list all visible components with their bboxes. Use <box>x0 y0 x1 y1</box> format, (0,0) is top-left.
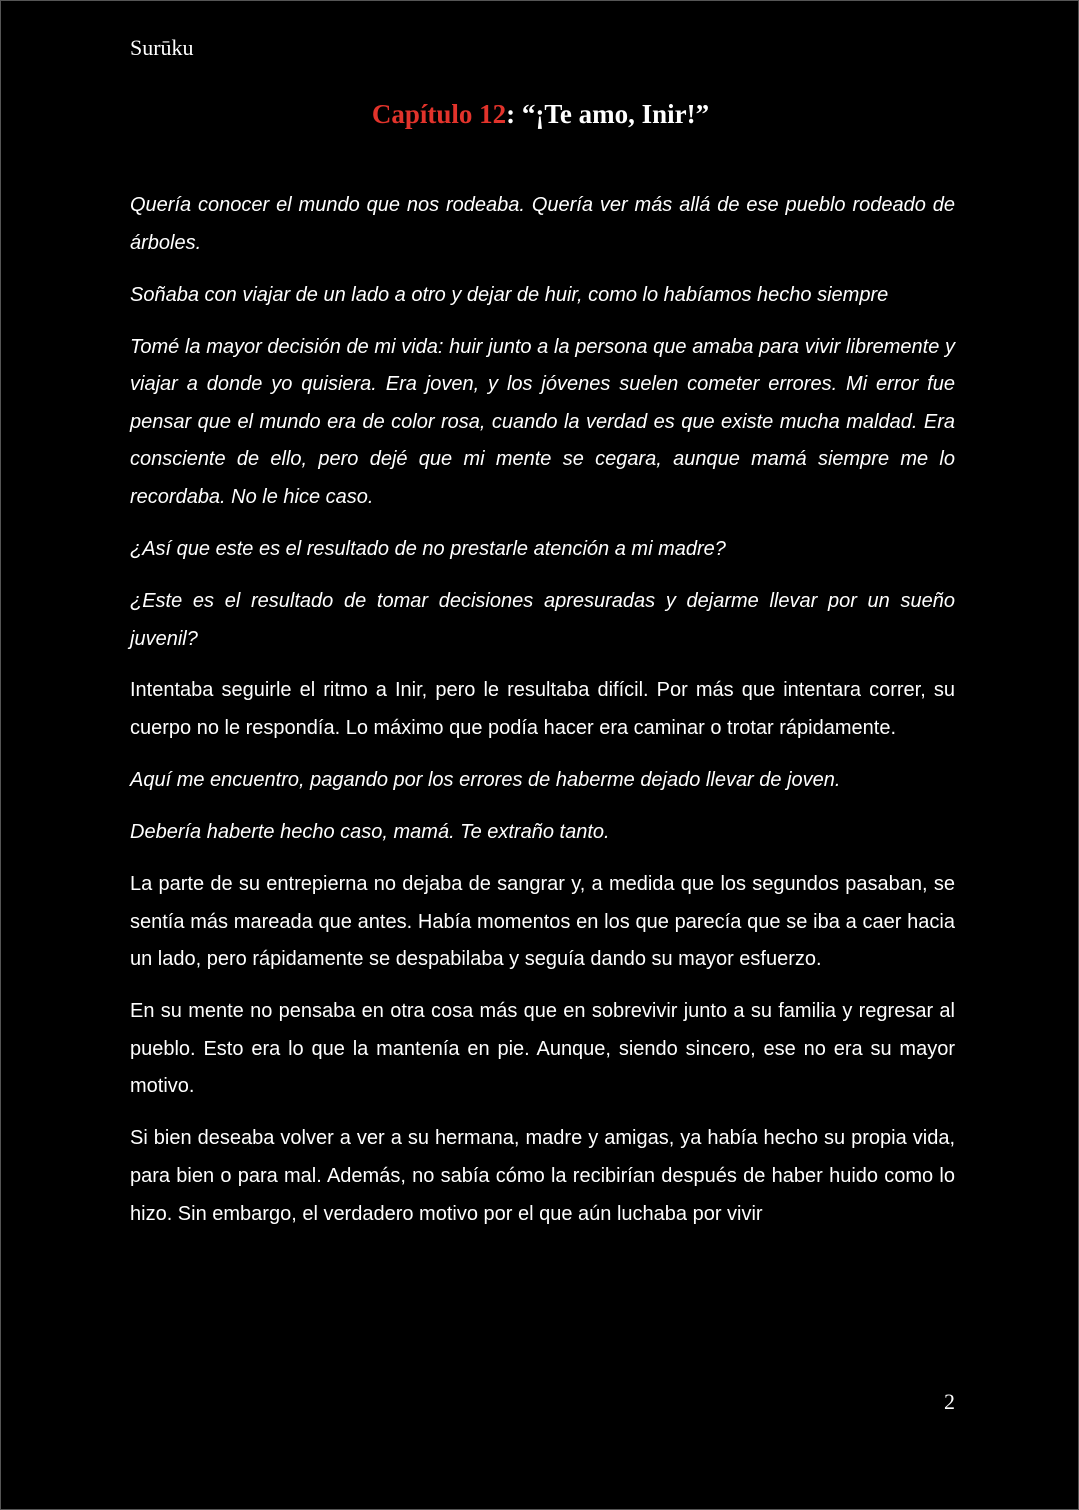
paragraph: Soñaba con viajar de un lado a otro y dejar de huir, como lo habíamos hecho siempre <box>130 283 889 306</box>
paragraph: Intentaba seguirle el ritmo a Inir, pero le resultaba difícil. Por más que intentara correr, su cuerpo no le respondía. Lo máximo que podía hacer era caminar o trotar rápidamente. <box>130 679 955 740</box>
paragraph: La parte de su entrepierna no dejaba de sangrar y, a medida que los segundos pasaban, se sentía más mareada que antes. Había momentos en los que parecía que se iba a caer hacia un lado, pero rápidamente se despabilaba y seguía dando su mayor esfuerzo. <box>130 873 955 971</box>
chapter-title <box>1 99 1079 130</box>
paragraph: Aquí me encuentro, pagando por los errores de haberme dejado llevar de joven. <box>130 769 841 792</box>
paragraph: Tomé la mayor decisión de mi vida: huir junto a la persona que amaba para vivir libremente y viajar a donde yo quisiera. Era joven, y los jóvenes suelen cometer errores. Mi error fue pensar que el mundo era de color rosa, cuando la verdad es que existe mucha maldad. Era consciente de ello, pero dejé que mi mente se cegara, aunque mamá siempre me lo recordaba. No le hice caso. <box>130 335 955 508</box>
paragraph: Debería haberte hecho caso, mamá. Te extraño tanto. <box>130 821 610 844</box>
paragraph: ¿Así que este es el resultado de no prestarle atención a mi madre? <box>130 537 726 560</box>
paragraph: Si bien deseaba volver a ver a su hermana, madre y amigas, ya había hecho su propia vida, para bien o para mal. Además, no sabía cómo la recibirían después de haber huido como lo hizo. Sin embargo, el verdadero motivo por el que aún luchaba por vivir <box>130 1127 955 1225</box>
chapter-name: : “¡Te amo, Inir!” <box>506 99 710 129</box>
paragraph: Quería conocer el mundo que nos rodeaba. Quería ver más allá de ese pueblo rodeado de árboles. <box>130 194 955 254</box>
chapter-body <box>130 187 955 1248</box>
page-number: 2 <box>944 1389 955 1414</box>
paragraph: En su mente no pensaba en otra cosa más que en sobrevivir junto a su familia y regresar al pueblo. Esto era lo que la mantenía en pie. Aunque, siendo sincero, ese no era su mayor motivo. <box>130 1000 955 1098</box>
running-header-author: Surūku <box>130 35 194 60</box>
chapter-number: Capítulo 12 <box>371 99 507 129</box>
paragraph: ¿Este es el resultado de tomar decisiones apresuradas y dejarme llevar por un sueño juvenil? <box>130 589 955 650</box>
